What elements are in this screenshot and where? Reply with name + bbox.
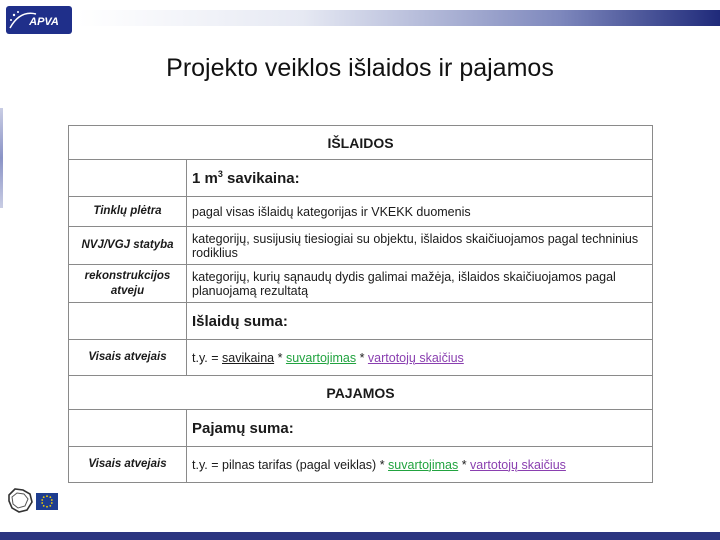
row-text: kategorijų, kurių sąnaudų dydis galimai mažėja, išlaidos skaičiuojamos pagal planuojamą rezultatą xyxy=(187,265,653,303)
table-row xyxy=(69,160,653,197)
footer-bar xyxy=(0,532,720,540)
cost-formula: t.y. = savikaina * suvartojimas * vartotojų skaičius xyxy=(187,340,653,376)
apva-logo xyxy=(6,6,72,34)
table-row xyxy=(69,376,653,410)
table-row xyxy=(69,340,653,376)
empty-cell xyxy=(69,303,187,340)
table-row xyxy=(69,227,653,265)
income-sum-cell xyxy=(187,410,653,447)
logo-text: APVA xyxy=(29,16,59,28)
table-row xyxy=(69,410,653,447)
row-label: rekonstrukcijos atveju xyxy=(69,265,187,303)
islaidos-header: IŠLAIDOS xyxy=(69,126,653,160)
left-accent-bar xyxy=(0,108,3,208)
page-title: Projekto veiklos išlaidos ir pajamos xyxy=(166,54,554,82)
savikaina-term: savikaina xyxy=(222,350,275,365)
cost-unit-label: 1 $m^3$ savikaina: xyxy=(192,169,300,187)
row-label: Visais atvejais xyxy=(69,447,187,483)
header-gradient-bar xyxy=(78,10,720,26)
cost-sum-label: Išlaidų suma: xyxy=(192,312,288,330)
table-row xyxy=(69,447,653,483)
empty-cell xyxy=(69,160,187,197)
eu-flag-icon xyxy=(36,493,58,510)
table-row xyxy=(69,197,653,227)
vartotoju-term: vartotojų skaičius xyxy=(367,350,464,365)
income-sum-label: Pajamų suma: xyxy=(192,419,294,437)
empty-cell xyxy=(69,410,187,447)
table-row xyxy=(69,303,653,340)
header-bar xyxy=(0,0,720,40)
suvartojimas-term: suvartojimas xyxy=(388,457,459,472)
table-row xyxy=(69,126,653,160)
row-label: Tinklų plėtra xyxy=(69,197,187,227)
lithuania-map-icon xyxy=(6,485,34,515)
row-label: Visais atvejais xyxy=(69,340,187,376)
row-label: NVJ/VGJ statyba xyxy=(69,227,187,265)
income-formula: t.y. = pilnas tarifas (pagal veiklas) * suvartojimas * vartotojų skaičius xyxy=(187,447,653,483)
cost-unit-cell xyxy=(187,160,653,197)
cost-income-table xyxy=(68,125,653,483)
pajamos-header: PAJAMOS xyxy=(69,376,653,410)
row-text: pagal visas išlaidų kategorijas ir VKEKK duomenis xyxy=(187,197,653,227)
vartotoju-term: vartotojų skaičius xyxy=(470,457,566,472)
row-text: kategorijų, susijusių tiesiogiai su objektu, išlaidos skaičiuojamos pagal techninius rodiklius xyxy=(187,227,653,265)
cost-sum-cell xyxy=(187,303,653,340)
suvartojimas-term: suvartojimas xyxy=(285,350,357,365)
table-row xyxy=(69,265,653,303)
